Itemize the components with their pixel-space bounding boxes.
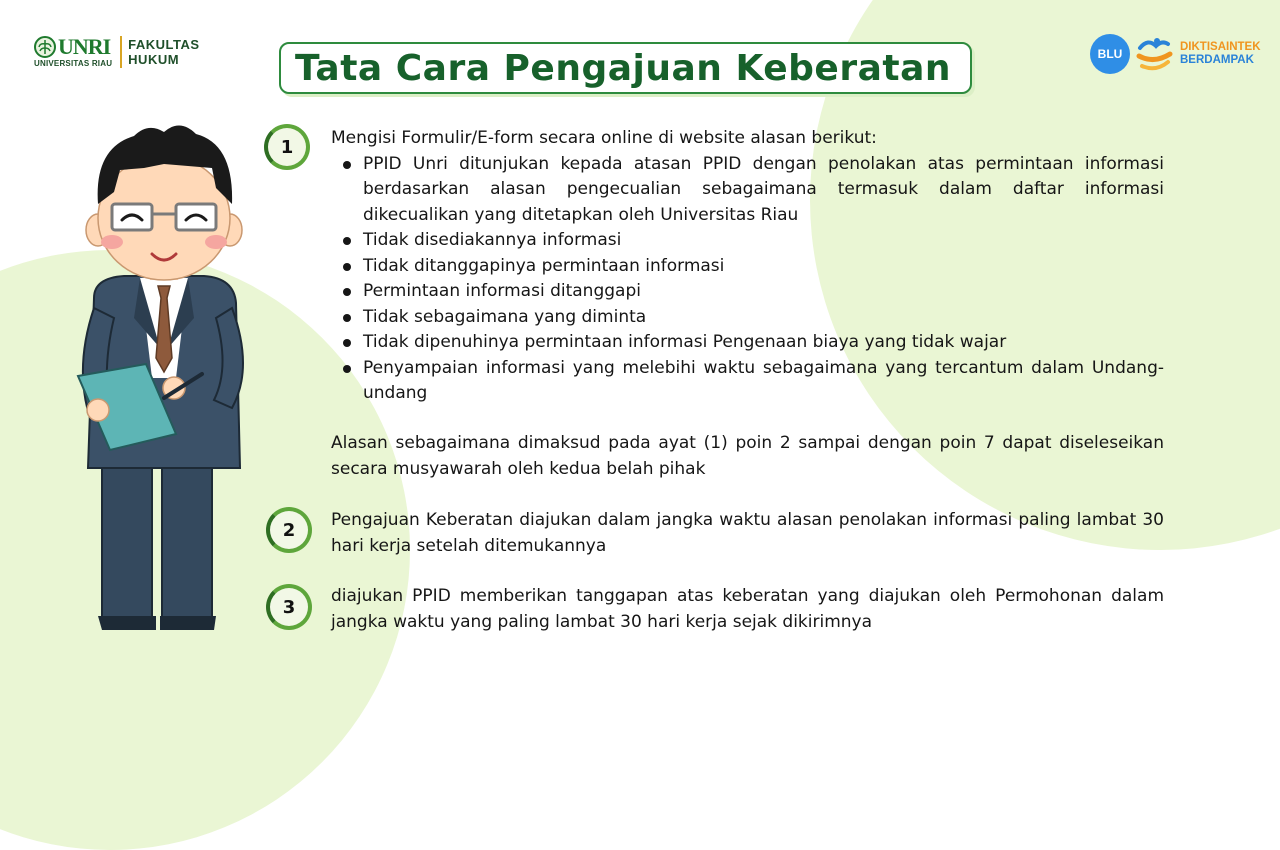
- list-item: Permintaan informasi ditanggapi: [331, 279, 1164, 305]
- logo-divider: [120, 36, 122, 68]
- step-2-text: Pengajuan Keberatan diajukan dalam jangka waktu alasan penolakan informasi paling lambat 30 hari kerja setelah ditemukannya: [331, 510, 1164, 556]
- diktisaintek-wordmark: [1180, 41, 1261, 67]
- step-3-text: diajukan PPID memberikan tanggapan atas keberatan yang diajukan oleh Permohonan dalam jangka waktu yang paling lambat 30 hari kerja sejak dikirimnya: [331, 586, 1164, 632]
- unri-logo: [34, 36, 112, 68]
- list-item: Tidak disediakannya informasi: [331, 228, 1164, 254]
- university-name: UNIVERSITAS RIAU: [34, 59, 113, 68]
- title-box: [279, 42, 972, 94]
- faculty-logo: [34, 36, 200, 68]
- unri-wordmark: UNRI: [58, 34, 111, 59]
- step-1-marker: 1: [264, 124, 310, 170]
- faculty-name: [128, 37, 199, 67]
- step-1-reasons-list: [331, 152, 1164, 407]
- faculty-line-1: FAKULTAS: [128, 37, 200, 52]
- list-item: Tidak ditanggapinya permintaan informasi: [331, 254, 1164, 280]
- step-2-marker: 2: [266, 507, 312, 553]
- step-3-marker: 3: [266, 584, 312, 630]
- step-1-intro: Mengisi Formulir/E-form secara online di website alasan berikut:: [331, 128, 877, 148]
- blu-badge: BLU: [1090, 34, 1130, 74]
- page-title: Tata Cara Pengajuan Keberatan: [295, 47, 951, 89]
- campaign-line-2: BERDAMPAK: [1180, 54, 1254, 66]
- partner-logos: [1090, 34, 1261, 74]
- step-1-content: [331, 126, 1164, 407]
- unri-emblem-icon: [34, 36, 56, 58]
- businessman-illustration: [64, 118, 264, 638]
- step-1-note: Alasan sebagaimana dimaksud pada ayat (1) poin 2 sampai dengan poin 7 dapat diseleseikan secara musyawarah oleh kedua belah pihak: [331, 433, 1164, 479]
- list-item: Tidak dipenuhinya permintaan informasi Pengenaan biaya yang tidak wajar: [331, 330, 1164, 356]
- list-item: Penyampaian informasi yang melebihi waktu sebagaimana yang tercantum dalam Undang-undang: [331, 356, 1164, 407]
- faculty-line-2: HUKUM: [128, 52, 180, 67]
- campaign-line-1: DIKTISAINTEK: [1180, 41, 1261, 53]
- list-item: Tidak sebagaimana yang diminta: [331, 305, 1164, 331]
- list-item: PPID Unri ditunjukan kepada atasan PPID dengan penolakan atas permintaan informasi berdasarkan alasan pengecualian sebagaimana termasuk dalam daftar informasi dikecualikan yang ditetapkan oleh Universitas Riau: [331, 152, 1164, 229]
- diktisaintek-emblem-icon: [1136, 34, 1174, 74]
